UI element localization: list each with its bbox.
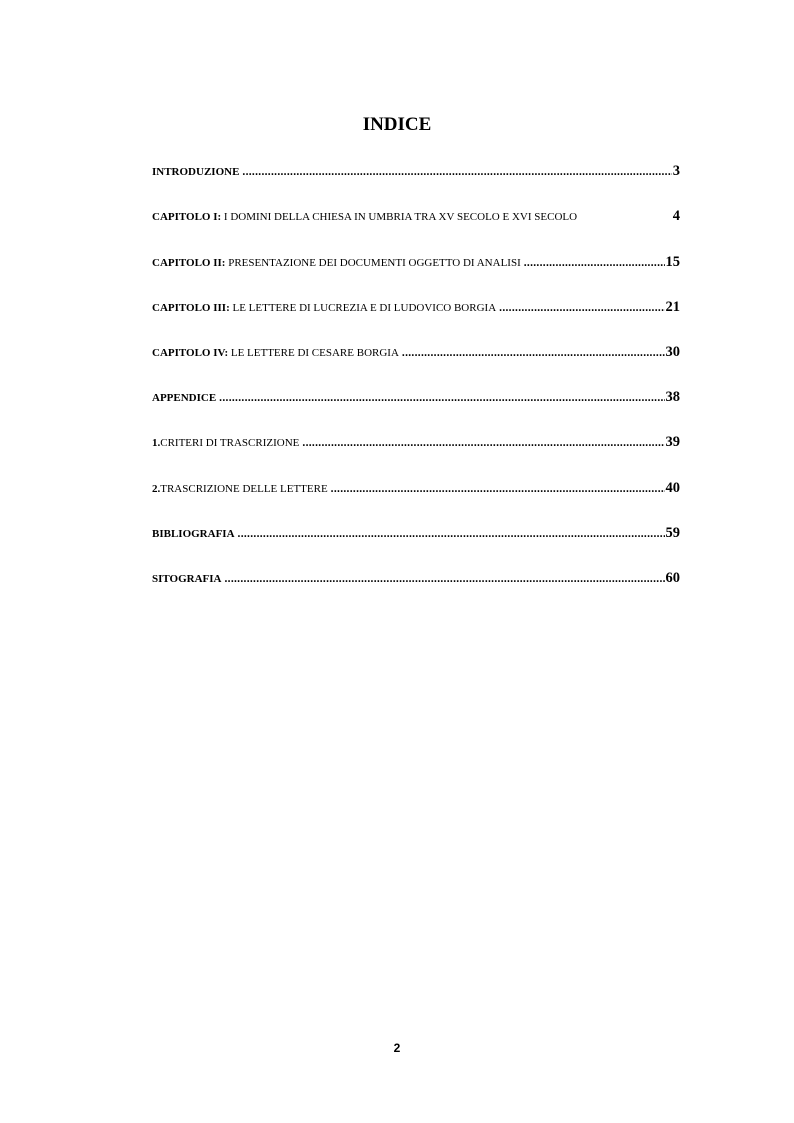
toc-entry-trascrizione[interactable] xyxy=(152,477,680,499)
toc-leader-dots xyxy=(402,342,665,363)
toc-leader-dots xyxy=(524,252,665,273)
toc-entry-label: CAPITOLO I: I DOMINI DELLA CHIESA IN UMBRIA TRA XV SECOLO E XVI SECOLO xyxy=(152,211,578,223)
toc-entry-label: 1.CRITERI DI TRASCRIZIONE xyxy=(152,437,300,449)
toc-leader-dots xyxy=(238,523,665,544)
toc-page-number: 40 xyxy=(665,480,680,496)
toc-entry-sitografia[interactable] xyxy=(152,567,680,589)
toc-entry-label: 2.TRASCRIZIONE DELLE LETTERE xyxy=(152,483,328,495)
toc-page-number: 38 xyxy=(665,389,680,405)
toc-entry-label: BIBLIOGRAFIA xyxy=(152,528,235,540)
page-number: 2 xyxy=(393,1041,401,1055)
toc-entry-capitolo-1[interactable] xyxy=(152,205,680,227)
toc-page-number: 4 xyxy=(672,208,680,224)
toc-page-number: 30 xyxy=(665,344,680,360)
toc-leader-dots xyxy=(219,387,664,408)
toc-entry-label: INTRODUZIONE xyxy=(152,166,240,178)
toc-entry-label: CAPITOLO III: LE LETTERE DI LUCREZIA E DI LUDOVICO BORGIA xyxy=(152,302,497,314)
toc-entry-appendice[interactable] xyxy=(152,386,680,408)
toc-page-number: 21 xyxy=(665,299,680,315)
toc-leader-dots xyxy=(302,432,664,453)
toc-entry-introduzione[interactable] xyxy=(152,160,680,182)
toc-entry-capitolo-3[interactable] xyxy=(152,296,680,318)
toc-entry-label: CAPITOLO IV: LE LETTERE DI CESARE BORGIA xyxy=(152,347,399,359)
toc-entry-label: APPENDICE xyxy=(152,392,217,404)
toc-entry-capitolo-2[interactable] xyxy=(152,251,680,273)
toc-entry-label: CAPITOLO II: PRESENTAZIONE DEI DOCUMENTI OGGETTO DI ANALISI xyxy=(152,257,521,269)
toc-page-number: 3 xyxy=(672,163,680,179)
toc-page-number: 60 xyxy=(665,570,680,586)
toc-entry-capitolo-4[interactable] xyxy=(152,341,680,363)
toc-leader-dots xyxy=(224,568,664,589)
toc-leader-dots xyxy=(499,297,664,318)
toc-page-number: 39 xyxy=(665,434,680,450)
toc-entry-label: SITOGRAFIA xyxy=(152,573,222,585)
toc-page-number: 59 xyxy=(665,525,680,541)
toc-leader-dots xyxy=(331,478,665,499)
toc-page-number: 15 xyxy=(665,254,680,270)
page-title: INDICE xyxy=(362,114,432,135)
toc-entry-criteri[interactable] xyxy=(152,431,680,453)
toc-entry-bibliografia[interactable] xyxy=(152,522,680,544)
toc-leader-dots xyxy=(242,161,671,182)
